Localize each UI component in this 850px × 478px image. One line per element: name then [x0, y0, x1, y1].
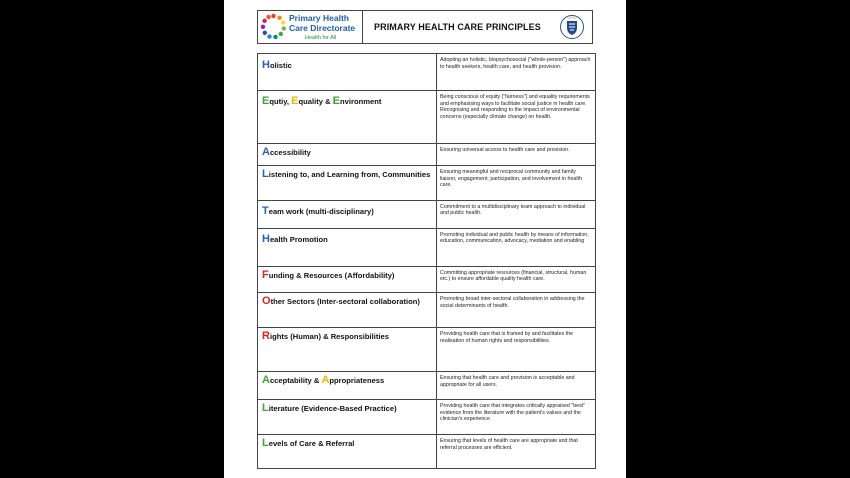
principle-description: Promoting broad inter-sectoral collaboration in addressing the social determinants of health.: [440, 296, 585, 309]
principle-title: [258, 201, 436, 217]
acronym-letter: T: [262, 204, 269, 217]
principle-description: Ensuring that levels of health care are appropriate and that referral processes are efficient.: [440, 438, 578, 451]
principle-title: [258, 267, 436, 281]
principle-title: [258, 91, 436, 107]
acronym-letter: E: [332, 94, 341, 107]
logo-tagline: Health for All: [305, 35, 337, 41]
principle-name-cell: [258, 54, 437, 91]
acronym-letter: E: [291, 94, 299, 107]
principle-title-text: unding & Resources (Affordability): [268, 270, 395, 280]
principles-table: [257, 53, 596, 469]
acronym-letter: L: [262, 437, 269, 450]
acronym-letter: R: [262, 330, 270, 343]
principle-description: Being conscious of equity ("fairness") and equality requirements and emphasising ways to facilitate social justice in health care. Recognising and responding to the impact of environmental concerns (especially climate change) on health.: [440, 93, 590, 120]
logo-text-line2: Care Directorate: [289, 23, 356, 33]
page-title: PRIMARY HEALTH CARE PRINCIPLES: [374, 22, 541, 32]
principle-title-text: iterature (Evidence-Based Practice): [268, 404, 397, 414]
principle-title: [258, 328, 436, 342]
principle-description-cell: [437, 90, 596, 143]
principle-title-text: qutiy,: [269, 96, 292, 106]
principle-name-cell: [258, 165, 437, 200]
principle-title: [258, 229, 436, 245]
acronym-letter: A: [321, 374, 330, 387]
principle-title-text: olistic: [269, 61, 292, 70]
principle-row: [258, 266, 596, 293]
principle-title-text: istening to, and Learning from, Communities: [268, 169, 431, 179]
principle-row: [258, 200, 596, 228]
acronym-letter: A: [262, 146, 270, 159]
principle-description-cell: [437, 400, 596, 435]
principle-row: [258, 54, 596, 91]
principle-description-cell: [437, 328, 596, 372]
principle-description-cell: [437, 228, 596, 266]
logo-text-line1: Primary Health: [289, 13, 349, 23]
principle-title-text: ccessibility: [269, 148, 311, 158]
principle-title-text: ights (Human) & Responsibilities: [269, 332, 389, 342]
principle-title-text: quality &: [298, 96, 333, 106]
acronym-letter: E: [262, 94, 270, 107]
dot-ring-logo-icon: [260, 13, 287, 40]
principle-name-cell: [258, 228, 437, 266]
principle-description: Commitment to a multidisciplinary team approach to individual and public health.: [440, 203, 586, 217]
principle-title-text: evels of Care & Referral: [268, 439, 355, 449]
acronym-letter: H: [262, 232, 270, 245]
principle-title-text: ppropriateness: [329, 376, 385, 386]
principle-name-cell: [258, 144, 437, 166]
principle-title: [258, 293, 436, 307]
principle-title: [258, 166, 436, 180]
acronym-letter: L: [262, 402, 269, 415]
principle-description: Ensuring universal access to health care and provision.: [440, 147, 570, 154]
acronym-letter: H: [262, 59, 270, 71]
principle-description-cell: [437, 266, 596, 293]
principle-title-text: ther Sectors (Inter-sectoral collaboration): [270, 297, 420, 307]
principle-row: [258, 400, 596, 435]
principle-title: [258, 54, 436, 71]
principle-title: [258, 372, 436, 386]
acronym-letter: F: [262, 268, 269, 281]
document-page: [224, 0, 626, 478]
principle-description: Ensuring that health care and provision is acceptable and appropriate for all users.: [440, 375, 575, 388]
principle-description: Adopting an holistic, biopsychosocial ("whole-person") approach to health seekers, health care, and health provision.: [440, 57, 591, 70]
principle-title: [258, 435, 436, 449]
principle-row: [258, 90, 596, 143]
phc-directorate-logo: [258, 11, 363, 43]
principle-name-cell: [258, 90, 437, 143]
principle-title-text: eam work (multi-disciplinary): [268, 206, 374, 216]
university-crest-icon: [560, 14, 584, 40]
principle-name-cell: [258, 372, 437, 400]
principle-title: [258, 400, 436, 414]
acronym-letter: O: [262, 295, 271, 308]
principle-description: Providing health care that integrates critically appraised "best" evidence from the literature with the patient's values and the clinician's experience: [440, 403, 586, 423]
principle-title-text: nvironment: [340, 96, 382, 106]
principle-row: [258, 328, 596, 372]
principle-description-cell: [437, 372, 596, 400]
principle-description: Ensuring meaningful and reciprocal community and family liaison, engagement, participation, and involvement in health care.: [440, 168, 582, 189]
principle-description-cell: [437, 435, 596, 469]
principle-description-cell: [437, 293, 596, 328]
principle-description-cell: [437, 144, 596, 166]
acronym-letter: A: [262, 374, 270, 387]
document-header: [257, 10, 593, 44]
acronym-letter: L: [262, 167, 269, 180]
principle-name-cell: [258, 293, 437, 328]
principle-row: [258, 293, 596, 328]
principle-title-text: ealth Promotion: [269, 234, 328, 244]
principle-description-cell: [437, 54, 596, 91]
principle-name-cell: [258, 435, 437, 469]
principle-title: [258, 144, 436, 158]
principle-description-cell: [437, 200, 596, 228]
principle-description: Providing health care that is framed by and facilitates the realisation of human rights and responsibilities.: [440, 331, 574, 344]
principle-description-cell: [437, 165, 596, 200]
principle-row: [258, 165, 596, 200]
principle-title-text: cceptability &: [269, 376, 322, 386]
principle-name-cell: [258, 200, 437, 228]
principle-row: [258, 144, 596, 166]
principle-name-cell: [258, 266, 437, 293]
principle-description: Promoting individual and public health by means of information, education, communication, advocacy, mediation and enabling: [440, 231, 589, 245]
principle-row: [258, 372, 596, 400]
principle-name-cell: [258, 328, 437, 372]
principle-row: [258, 435, 596, 469]
principle-row: [258, 228, 596, 266]
principle-description: Committing appropriate resources (financial, structural, human etc.) to ensure affordable quality health care.: [440, 269, 587, 283]
principle-name-cell: [258, 400, 437, 435]
